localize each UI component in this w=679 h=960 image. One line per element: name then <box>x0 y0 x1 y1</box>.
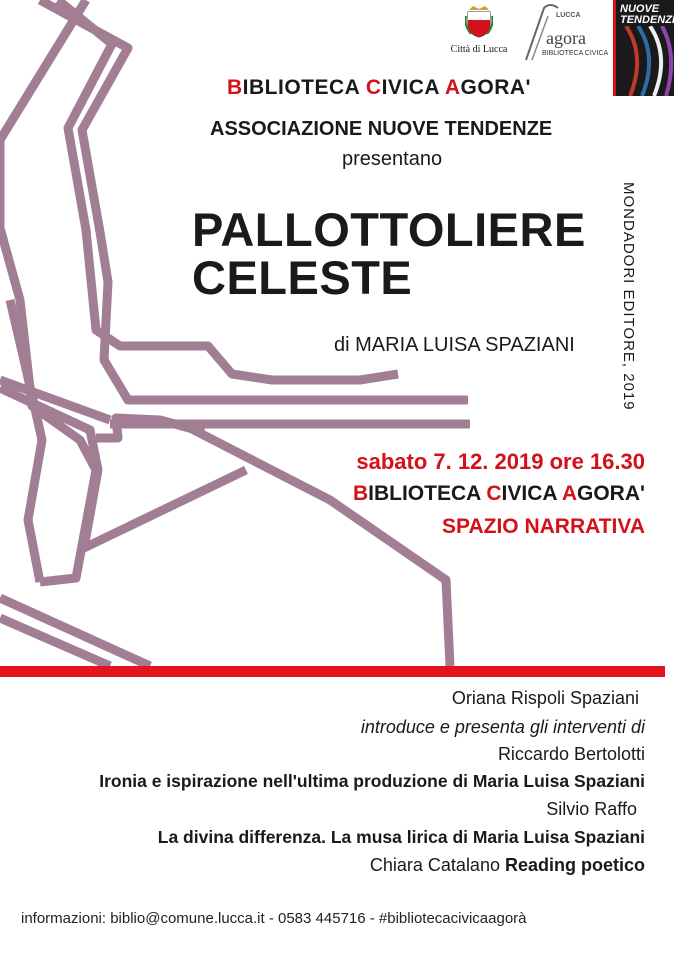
word-rest: IVICA <box>501 482 562 505</box>
nt-line2: TENDENZE <box>620 14 679 26</box>
publisher-vertical: MONDADORI EDITORE, 2019 <box>620 182 637 411</box>
word-rest: IBLIOTECA <box>368 482 487 505</box>
speaker-3-line <box>370 855 645 876</box>
initial-c: C <box>486 482 502 505</box>
organizer-association: ASSOCIAZIONE NUOVE TENDENZE <box>210 118 553 140</box>
lucca-crest-icon <box>465 4 493 38</box>
organizer-library <box>227 76 531 100</box>
word-rest: IVICA <box>381 76 445 99</box>
talk-3: Reading poetico <box>504 855 645 875</box>
intro-text: introduce e presenta gli interventi di <box>360 717 645 737</box>
initial-a: A <box>444 76 461 99</box>
presentano-label: presentano <box>342 148 443 170</box>
speaker-1: Riccardo Bertolotti <box>497 744 645 764</box>
book-author: di MARIA LUISA SPAZIANI <box>334 334 575 356</box>
word-rest: GORA' <box>460 76 532 99</box>
speaker-3: Chiara Catalano <box>369 855 500 875</box>
talk-1: Ironia e ispirazione nell'ultima produzione di Maria Luisa Spaziani <box>99 771 645 791</box>
event-room: SPAZIO NARRATIVA <box>442 515 645 538</box>
agora-small-label: LUCCA <box>556 12 581 19</box>
nt-line1: NUOVE <box>620 3 660 15</box>
lucca-caption: Città di Lucca <box>450 44 508 55</box>
initial-c: C <box>365 76 382 99</box>
citta-di-lucca-logo <box>445 4 513 55</box>
title-line-1: PALLOTTOLIERE <box>192 203 586 256</box>
nt-pattern-icon <box>616 26 674 96</box>
talk-2: La divina differenza. La musa lirica di Maria Luisa Spaziani <box>157 827 645 847</box>
host-name: Oriana Rispoli Spaziani <box>451 688 639 708</box>
agora-name: agora <box>546 28 586 48</box>
speaker-2: Silvio Raffo <box>546 799 637 819</box>
event-date: sabato 7. 12. 2019 ore 16.30 <box>356 449 645 474</box>
title-line-2: CELESTE <box>192 251 413 304</box>
initial-b: B <box>227 76 243 99</box>
footer-info: informazioni: biblio@comune.lucca.it - 0583 445716 - #bibliotecacivicaagorà <box>21 910 527 927</box>
event-venue <box>353 482 645 506</box>
biblioteca-agora-logo <box>522 2 609 62</box>
word-rest: GORA' <box>577 482 645 505</box>
initial-a: A <box>561 482 577 505</box>
nuove-tendenze-logo <box>613 0 679 96</box>
initial-b: B <box>352 482 369 505</box>
book-title <box>192 203 586 304</box>
agora-caption: BIBLIOTECA CIVICA <box>542 50 609 57</box>
divider-bar <box>0 666 665 677</box>
word-rest: IBLIOTECA <box>242 76 366 99</box>
